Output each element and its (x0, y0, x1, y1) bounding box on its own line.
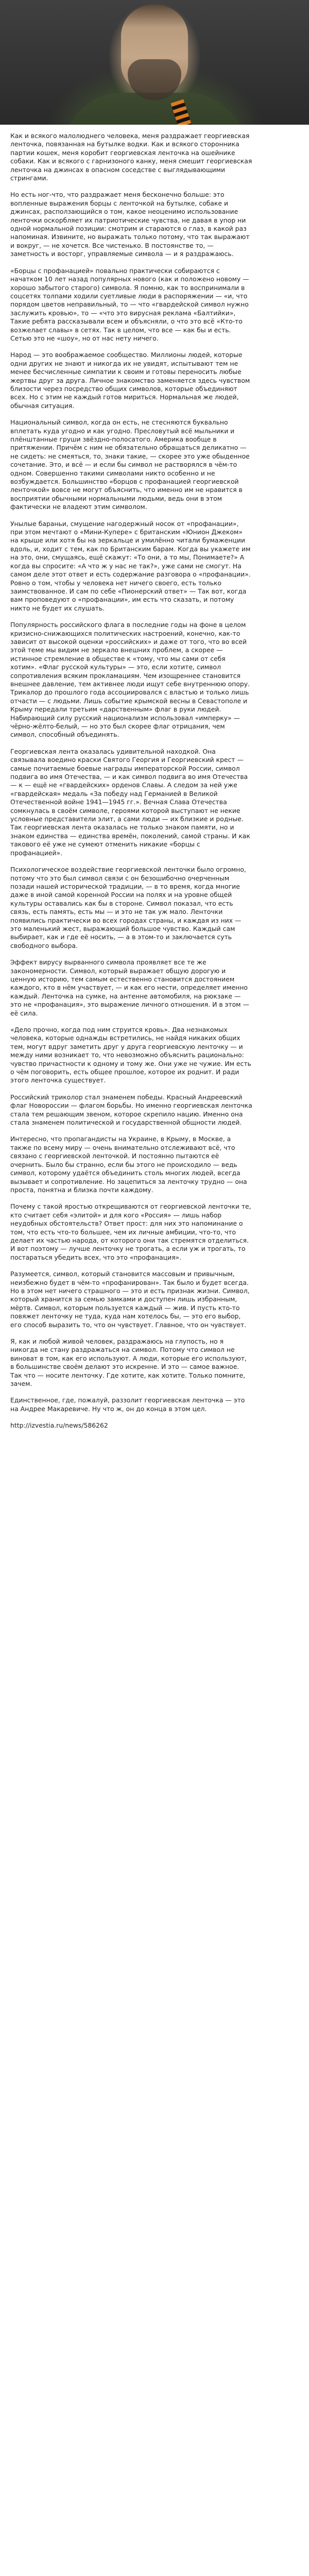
paragraph: «Дело прочно, когда под ним струится кровь». Два незнакомых человека, которые однажды встретились, не найдя никаких общих тем, могут вдруг заметить друг у друга георгиевскую ленточку — и между ними возникает то, что невозможно объяснить рационально: чувство причастности к одному и тому же. Они уже не чужие. Им есть о чём поговорить, есть общее прошлое, которое их роднит. И ради этого ленточка существует. (10, 1026, 251, 1084)
paragraph: «Борцы с профанацией» повально практически собираются с начатком 10 лет назад популярных нового (как и положено новому — хорошо забытого старого) символа. Я помню, как то воспринимали в соцсетях толпами ходили суетливые люди в распоряжении — «и, что порядом цветов неправильный, то — что «гвардейской символ нужно заслужить кровью», то — «что это вирусная реклама «Балтийки», Такие ребята рассказывали всем и объясняли, о что это всё «Кто-то возжелает славы» в сетях. Так в целом, что все — как бы и есть. Сетью это не «шоу», но от нас нету ничего. (10, 266, 249, 342)
paragraph: Как и всякого малолюднего человека, меня раздражает георгиевская ленточка, повязанная на бутылке водки. Как и всякого сторонника партии кошек, меня коробит георгиевская ленточка на ошейнике собаки. Как и всякого с гарнизоного канку, меня смешит георгиевская ленточка на джинсах в опасном соседстве с выглядывающими стрингами. (10, 132, 252, 182)
paragraph: Почему с такой яростью открещиваются от георгиевской ленточки те, кто считает себя «элитой» и для кого «Россия» — лишь набор неудобных обстоятельств? Ответ прост: для них это напоминание о том, что есть что-то большее, чем их личные амбиции, что-то, что делает их частью народа, от которого они так стремятся отделиться. И вот поэтому — лучше ленточку не трогать, а если уж и трогать, то постараться убедить всех, что это «профанация». (10, 1202, 251, 1261)
paragraph: Российский триколор стал знаменем победы. Красный Андреевский флаг Новороссии — флагом борьбы. Но именно георгиевская ленточка стала тем решающим звеном, которое скрепило нацию. Именно она стала знаменем политической и государственной общности людей. (10, 1093, 252, 1127)
paragraph: Психологическое воздействие георгиевской ленточки было огромно, потому что это был символ связи с он безошибочно очерченным позади нашей исторической традиции, — в то время, когда многие даже в иной самой коренной России на полях и на уровне общей культуры оставались как бы в стороне. Символ показал, что есть связь, есть память, есть мы — и это не так уж мало. Ленточки появились практически во всех городах страны, и каждая из них — это маленький жест, выражающий большое чувство. Каждый сам выбирает, как и где её носить, — а в этом-то и заключается суть свободного выбора. (10, 866, 246, 950)
paragraph: Популярность российского флага в последние годы на фоне в целом кризисно-снижающихся политических настроений, конечно, как-то зависит от высокой оценки «российских» и даже от того, что во всей этой теме мы видим не зеркало внешних проблем, а скорее — истинное стремление в обществе к «тому, что мы сами от себя хотим». «Флаг русской культуры» — это, если хотите, символ сопротивления всяким прокламациям. Чем изощреннее становится внешнее давление, тем активнее люди ищут себе внутреннюю опору. Трикалор до прошлого года ассоциировался с властью и только лишь отчасти — с людьми. Лишь событие крымской весны в Севастополе и Крыму передали третьим «дарственным» флаг в руки людей. Набирающий силу русский национализм использовал «имперку» — чёрно-жёлто-белый, — но это был скорее флаг отрицания, чем символ, способный объединять. (10, 621, 250, 739)
source-link[interactable]: http://izvestia.ru/news/586262 (10, 1421, 108, 1430)
paragraph: Но есть ног-что, что раздражает меня бесконечно больше: это вопленные выражения борцы с ленточкой на бутылке, собаке и джинсах, расползающийся о том, какое неоценимо использование ленточки оскорбляет их патриотические чувства, не давая в упор ни одной нормальной позиции: смотрим и стараются о глаз, в какой раз напоминая. Извините, но выражать только потому, что так выражают и вокруг, — не хочется. Все чистенько. В постоянстве то, — заметность и восторг, управляемые символа — и я раздражаюсь. (10, 191, 250, 258)
paragraph: Я, как и любой живой человек, раздражаюсь на глупость, но я никогда не стану раздражаться на символ. Потому что символ не виноват в том, как его используют. А люди, которые его используют, в большинстве своём делают это искренне. И это — самое важное. Так что — носите ленточку. Где хотите, как хотите. Только помните, зачем. (10, 1337, 247, 1388)
paragraph: Народ — это воображаемое сообщество. Миллионы людей, которые одни других не знают и никогда их не увидят, испытывают тем не менее бесчисленные симпатии к своим и готовы переносить любые жертвы друг за друга. Личное знакомство заменяется здесь чувством близости через посредство общих символов, которые объединяют всех. Но с этим не каждый готов мириться. Нормальная же людей, обычная ситуация. (10, 351, 250, 410)
header-photo (0, 0, 309, 125)
paragraph: Разумеется, символ, который становится массовым и привычным, неизбежно будет в чём-то «профанирован». Так было и будет всегда. Но в этом нет ничего страшного — это и есть признак жизни. Символ, который хранится за семью замками и доступен лишь избранным, мёртв. Символ, которым пользуется каждый — жив. И пусть кто-то повяжет ленточку не туда, куда нам хотелось бы, — это его выбор, его способ выразить то, что он чувствует. Главное, что он чувствует. (10, 1270, 250, 1329)
article-body (10, 132, 252, 1438)
paragraph: Интересно, что пропагандисты на Украине, в Крыму, в Москве, а также по всему миру — очень внимательно отслеживают всё, что связано с георгиевской ленточкой. И постоянно пытаются её очернить. Было бы странно, если бы этого не происходило — ведь символ, которому удаётся объединить столь многих людей, всегда вызывает и сопротивление. Но зацепиться за ленточку трудно — она проста, понятна и близка почти каждому. (10, 1135, 247, 1194)
paragraph: Эффект вирусу вырванного символа проявляет все те же закономерности. Символ, который выражает общую дорогую и ценную историю, тем самым естественно становится достоянием каждого, кто в нём участвует, — и как его нести, определяет именно каждый. Ленточка на сумке, на антенне автомобиля, на рюкзаке — это не «профанация», это выражение личного отношения. И в этом — её сила. (10, 958, 249, 1017)
paragraph: Георгиевская лента оказалась удивительной находкой. Она связывала воедино краски Святого Георгия и Георгиевский крест — самые почитаемые боевые награды императорской России, символ подвига во имя Отечества, — и как символ подвига во имя Отечества — к — ещё не «гвардейских» орденов Славы. А следом за ней уже «гвардейская» медаль «За победу над Германией в Великой Отечественной войне 1941—1945 гг.». Вечная Слава Отечества сомкнулась в своём символе, героями которой выступают не некие условные представители элит, а сами люди — их близкие и родные. Так георгиевская лента оказалась не только знаком памяти, но и знаком единства — единства времён, поколений, самой страны. И как такового её уже не сумеют отменить никакие «борцы с профанацией». (10, 747, 250, 857)
paragraph: Унылые бараньи, смущение нагодержный носок от «профанации», при этом мечтают о «Мини-Купере» с британским «Юнион Джеком» на крыше или хотя бы на зеркальце и умилённо читали бумаженции вдоль, и, ходит с тем, как по Британским барам. Когда вы укажете им на это, они, смущаясь, ещё скажут: «То они, а то мы, Понимаете?» А когда вы спросите: «А что ж у нас не так?», уже сами не смогут. На самом деле этот ответ и есть содержание разговора о «профанации». Ровно о том, чтобы у человека нет ничего своего, есть только заимствованное. И сам по себе «Пионерский ответ» — Так вот, когда вам проповедуют о «профанации», им есть что сказать, и потому никто не будет их слушать. (10, 519, 251, 612)
paragraph: Единственное, где, пожалуй, раззолит георгиевская ленточка — это на Андрее Макаревиче. Ну что ж, он до конца в этом цел. (10, 1396, 245, 1413)
paragraph: Национальный символ, когда он есть, не стесняются буквально вплетать куда угодно и как угодно. Пресловутый всё мыльники и плёнштанные груши звёздно-полосатого. Америка вообще в притяжении. Причём с ним не обязательно обращаться деликатно — не сидеть: не смеяться, то, знаки такие, — скорее это уже обыденное сочетание. Это, и всё — и если бы символ не растворялся в чём-то одном. Совершенно такими символами никто особенно и не возбуждается. Большинство «борцов с профанацией георгиевской ленточкой» вовсе не могут объяснить, что именно им не нравится в восприятии обычными нормальными людьми, ведь они в этом фактически не владеют этим символом. (10, 418, 250, 511)
